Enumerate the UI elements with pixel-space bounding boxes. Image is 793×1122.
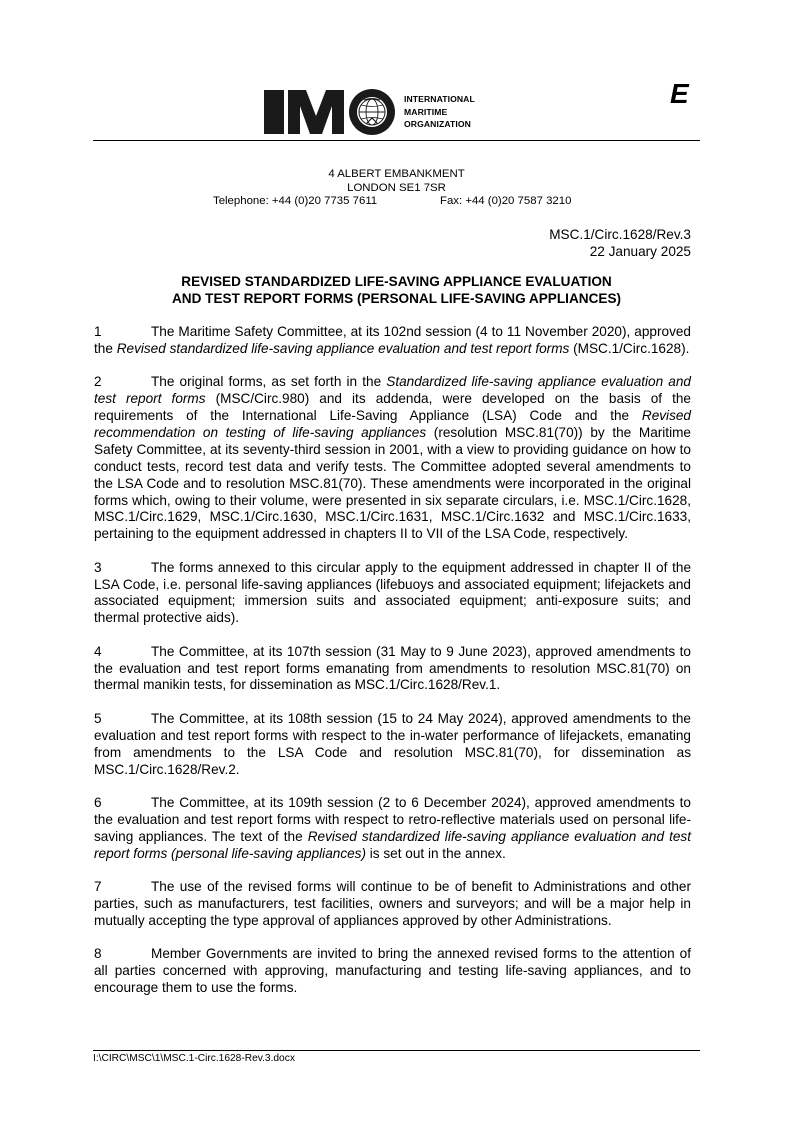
- paragraph-3: [94, 560, 691, 628]
- document-body: [94, 324, 691, 1013]
- org-name-line3: ORGANIZATION: [404, 119, 471, 130]
- paragraph-text: The use of the revised forms will continue to be of benefit to Administrations and other parties, such as manufacturers, test facilities, owners and surveyors; and will be a major help in mutually accepting the type approval of appliances approved by other Administrations.: [94, 878, 691, 928]
- paragraph-number: 4: [94, 643, 102, 659]
- address-line1: 4 ALBERT EMBANKMENT: [328, 168, 465, 180]
- imo-emblem-icon: [262, 88, 398, 136]
- paragraph-8: [94, 946, 691, 997]
- paragraph-text: is set out in the annex.: [366, 845, 506, 861]
- paragraph-text: (MSC/Circ.980) and its addenda, were developed on the basis of the requirements of the International Life-Saving Appliance (LSA) Code and the: [94, 391, 691, 424]
- italic-text: Revised recommendation on testing of life-saving appliances: [94, 408, 691, 440]
- paragraph-number: 6: [94, 794, 102, 810]
- italic-text: Revised standardized life-saving appliance evaluation and test report forms: [116, 340, 570, 356]
- imo-logo-mark: [262, 88, 398, 136]
- document-title: [93, 274, 700, 307]
- paragraph-text: The original forms, as set forth in the: [151, 374, 387, 390]
- paragraph-text: The Committee, at its 108th session (15 to 24 May 2024), approved amendments to the evaluation and test report forms with respect to the in-water performance of lifejackets, emanating from amendments to the LSA Code and resolution MSC.81(70), for dissemination as MSC.1/Circ.1628/Rev.2.: [94, 710, 691, 777]
- footer-file-path: I:\CIRC\MSC\1\MSC.1-Circ.1628-Rev.3.docx: [93, 1053, 295, 1064]
- organization-name: [404, 93, 475, 131]
- paragraph-6: [94, 795, 691, 863]
- imo-logo: [262, 88, 475, 136]
- paragraph-number: 2: [94, 374, 102, 390]
- paragraph-4: [94, 644, 691, 695]
- org-name-line2: MARITIME: [404, 106, 448, 117]
- paragraph-1: [94, 324, 691, 358]
- title-line2: AND TEST REPORT FORMS (PERSONAL LIFE-SAVING APPLIANCES): [171, 290, 622, 306]
- paragraph-number: 8: [94, 945, 102, 961]
- italic-text: Revised standardized life-saving appliance evaluation and test report forms (personal life-saving appliances): [94, 828, 691, 861]
- paragraph-number: 7: [94, 878, 102, 894]
- paragraph-7: [94, 879, 691, 930]
- footer-divider: [93, 1050, 700, 1051]
- document-symbol: MSC.1/Circ.1628/Rev.3: [549, 227, 691, 242]
- paragraph-text: (resolution MSC.81(70)) by the Maritime Safety Committee, at its seventy-third session in 2001, with a view to providing guidance on how to conduct tests, record test data and verify tests. The Committee adopted several amendments to the LSA Code and to resolution MSC.81(70). These amendments were incorporated in the original forms which, owing to their volume, were presented in six separate circulars, i.e. MSC.1/Circ.1628, MSC.1/Circ.1629, MSC.1/Circ.1630, MSC.1/Circ.1631, MSC.1/Circ.1632 and MSC.1/Circ.1633, pertaining to the equipment addressed in chapters II to VII of the LSA Code, respectively.: [94, 424, 691, 542]
- fax: Fax: +44 (0)20 7587 3210: [440, 195, 572, 207]
- header-divider: [93, 140, 700, 141]
- paragraph-text: The Maritime Safety Committee, at its 102nd session (4 to 11 November 2020), approved the: [94, 324, 691, 356]
- title-line1: REVISED STANDARDIZED LIFE-SAVING APPLIANCE EVALUATION: [181, 274, 612, 289]
- paragraph-number: 3: [94, 559, 102, 575]
- paragraph-2: [94, 374, 691, 543]
- paragraph-number: 1: [94, 324, 102, 339]
- italic-text: Standardized life-saving appliance evaluation and test report forms: [94, 374, 691, 407]
- paragraph-text: Member Governments are invited to bring the annexed revised forms to the attention of all parties concerned with approving, manufacturing and testing life-saving appliances, and to encourage them to use the forms.: [94, 945, 691, 995]
- document-date: 22 January 2025: [589, 244, 691, 259]
- paragraph-5: [94, 711, 691, 779]
- telephone: Telephone: +44 (0)20 7735 7611: [213, 195, 378, 207]
- org-name-line1: INTERNATIONAL: [404, 94, 475, 105]
- address-line2: LONDON SE1 7SR: [347, 182, 446, 194]
- address-block: [0, 167, 793, 195]
- paragraph-text: The Committee, at its 109th session (2 to 6 December 2024), approved amendments to the evaluation and test report forms with respect to retro-reflective materials used on personal life-saving appliances. The text of the: [94, 794, 691, 844]
- document-reference: [549, 226, 691, 260]
- paragraph-text: The forms annexed to this circular apply to the equipment addressed in chapter II of the LSA Code, i.e. personal life-saving appliances (lifebuoys and associated equipment; lifejackets and associated equipment; immersion suits and associated equipment; anti-exposure suits; and thermal protective aids).: [94, 559, 691, 626]
- paragraph-number: 5: [94, 710, 102, 726]
- paragraph-text: The Committee, at its 107th session (31 May to 9 June 2023), approved amendments to the evaluation and test report forms emanating from amendments to resolution MSC.81(70) on thermal manikin tests, for dissemination as MSC.1/Circ.1628/Rev.1.: [94, 643, 691, 693]
- language-code: E: [670, 78, 689, 109]
- paragraph-text: (MSC.1/Circ.1628).: [569, 340, 690, 356]
